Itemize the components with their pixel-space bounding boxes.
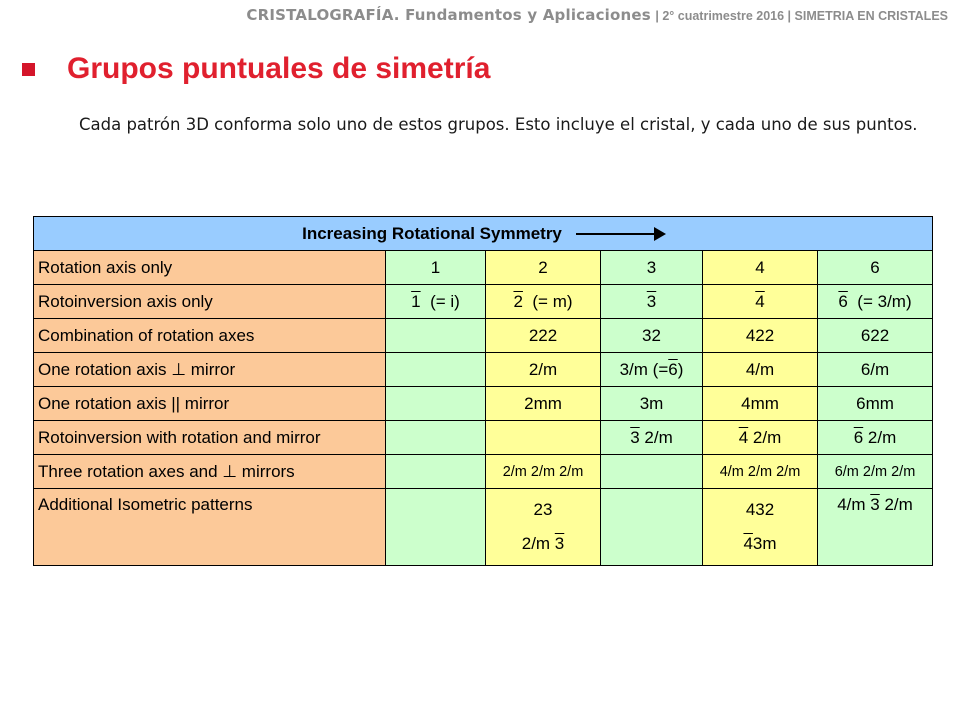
- table-cell: 222: [486, 319, 601, 353]
- row-label: One rotation axis || mirror: [34, 387, 386, 421]
- row-label: Three rotation axes and ⊥ mirrors: [34, 455, 386, 489]
- table-cell: 6/m: [818, 353, 933, 387]
- table-row: [34, 319, 933, 353]
- table-cell: 4mm: [703, 387, 818, 421]
- row-label: Additional Isometric patterns: [34, 489, 386, 566]
- page-title: Grupos puntuales de simetría: [67, 52, 491, 85]
- table-cell: 3 2/m: [601, 421, 703, 455]
- table-cell: 6mm: [818, 387, 933, 421]
- table-cell: [386, 387, 486, 421]
- table-cell: 2/m: [486, 353, 601, 387]
- table-cell: 4 2/m: [703, 421, 818, 455]
- row-label: Combination of rotation axes: [34, 319, 386, 353]
- table-row: [34, 251, 933, 285]
- title-row: [22, 52, 490, 86]
- table-cell: 3: [601, 285, 703, 319]
- table-cell: [486, 421, 601, 455]
- table-cell: 32: [601, 319, 703, 353]
- row-label: Rotoinversion axis only: [34, 285, 386, 319]
- table-cell: 4/m 2/m 2/m: [703, 455, 818, 489]
- table-cell: 3m: [601, 387, 703, 421]
- course-title: CRISTALOGRAFÍA. Fundamentos y Aplicaciones: [246, 6, 651, 24]
- table-cell: 2/m 2/m 2/m: [486, 455, 601, 489]
- table-row: [34, 489, 933, 566]
- table-cell: 4: [703, 251, 818, 285]
- table-cell: [386, 319, 486, 353]
- table-cell: [601, 489, 703, 566]
- header-label: Increasing Rotational Symmetry: [302, 223, 562, 243]
- table-cell: 6/m 2/m 2/m: [818, 455, 933, 489]
- table-row: [34, 353, 933, 387]
- symmetry-table: [33, 216, 933, 566]
- table-cell: 6 (= 3/m): [818, 285, 933, 319]
- table-row: [34, 455, 933, 489]
- table-cell: 23 2/m 3: [486, 489, 601, 566]
- table-cell: [601, 455, 703, 489]
- table-cell: [386, 489, 486, 566]
- row-label: Rotation axis only: [34, 251, 386, 285]
- table-row: [34, 285, 933, 319]
- bullet-square-icon: [22, 63, 35, 76]
- table-cell: 2 (= m): [486, 285, 601, 319]
- row-label: One rotation axis ⊥ mirror: [34, 353, 386, 387]
- course-detail: | 2° cuatrimestre 2016 | SIMETRIA EN CRISTALES: [655, 9, 948, 23]
- table-cell: 422: [703, 319, 818, 353]
- table-row: [34, 421, 933, 455]
- table-cell: 432 43m: [703, 489, 818, 566]
- table-cell: 622: [818, 319, 933, 353]
- table-cell: 4/m: [703, 353, 818, 387]
- table-cell: 4: [703, 285, 818, 319]
- table-cell: 6 2/m: [818, 421, 933, 455]
- table-cell: [386, 455, 486, 489]
- table-cell: 4/m 3 2/m: [818, 489, 933, 566]
- table-cell: [386, 353, 486, 387]
- table-cell: 2: [486, 251, 601, 285]
- table-cell: 1: [386, 251, 486, 285]
- arrow-right-icon: [576, 233, 664, 235]
- table-cell: 1 (= i): [386, 285, 486, 319]
- table-cell: 6: [818, 251, 933, 285]
- table-cell: [386, 421, 486, 455]
- table-cell: 3: [601, 251, 703, 285]
- table-cell: 3/m (=6): [601, 353, 703, 387]
- table-header: [34, 217, 933, 251]
- table-row: [34, 387, 933, 421]
- description: Cada patrón 3D conforma solo uno de estos grupos. Esto incluye el cristal, y cada uno de sus puntos.: [79, 115, 918, 134]
- table-cell: 2mm: [486, 387, 601, 421]
- slide-header: [246, 6, 948, 25]
- row-label: Rotoinversion with rotation and mirror: [34, 421, 386, 455]
